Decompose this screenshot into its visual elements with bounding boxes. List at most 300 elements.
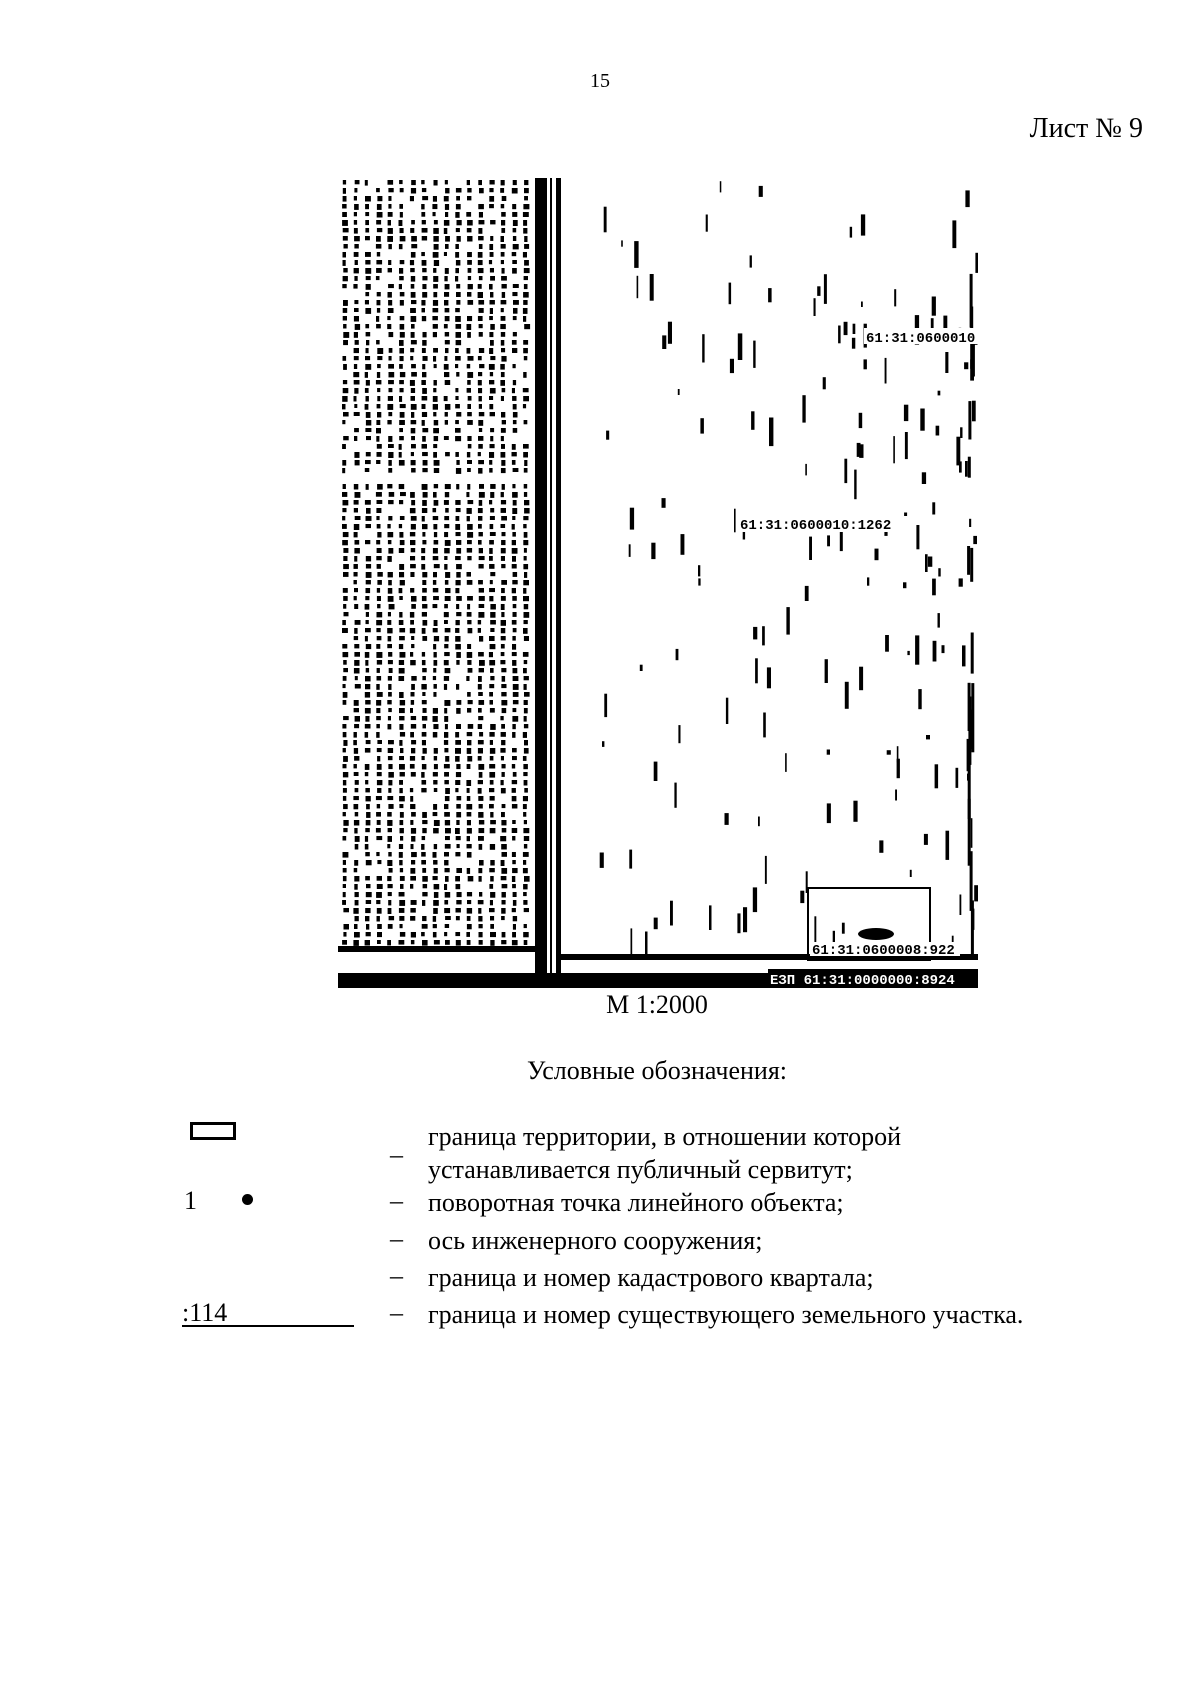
orchard-tree — [377, 356, 382, 360]
orchard-tree — [365, 732, 369, 738]
orchard-tree — [434, 220, 438, 224]
orchard-tree — [377, 884, 383, 889]
orchard-tree — [479, 212, 483, 218]
orchard-tree — [444, 676, 449, 681]
field-edge-mark — [968, 799, 971, 866]
orchard-tree — [467, 324, 472, 330]
orchard-tree — [422, 308, 426, 312]
orchard-tree — [365, 692, 370, 698]
orchard-tree — [354, 228, 358, 234]
orchard-tree — [524, 924, 527, 928]
orchard-tree — [467, 196, 471, 200]
orchard-tree — [479, 820, 484, 825]
orchard-tree — [478, 508, 483, 513]
orchard-tree — [376, 324, 381, 328]
orchard-tree — [456, 596, 462, 601]
orchard-tree — [343, 604, 346, 609]
orchard-tree — [399, 180, 403, 184]
orchard-tree — [479, 364, 484, 368]
orchard-tree — [445, 724, 448, 729]
orchard-tree — [523, 212, 529, 217]
orchard-tree — [353, 372, 359, 377]
orchard-tree — [376, 540, 380, 544]
orchard-tree — [400, 332, 405, 338]
orchard-tree — [343, 828, 347, 832]
orchard-tree — [433, 852, 437, 858]
orchard-tree — [365, 828, 370, 832]
orchard-tree — [455, 756, 460, 762]
orchard-tree — [411, 284, 415, 289]
orchard-tree — [468, 444, 472, 448]
orchard-tree — [399, 636, 405, 640]
orchard-tree — [410, 380, 415, 386]
orchard-tree — [512, 860, 516, 864]
field-mark — [621, 240, 623, 246]
orchard-tree — [434, 180, 438, 186]
orchard-tree — [343, 868, 347, 873]
orchard-tree — [513, 180, 517, 185]
orchard-tree — [501, 916, 505, 920]
orchard-tree — [365, 252, 371, 257]
orchard-tree — [512, 932, 516, 937]
orchard-tree — [342, 420, 345, 424]
orchard-tree — [354, 220, 357, 225]
orchard-tree — [468, 284, 473, 289]
orchard-tree — [366, 284, 371, 290]
orchard-tree — [354, 924, 358, 929]
orchard-tree — [501, 644, 505, 649]
field-mark — [926, 735, 930, 739]
orchard-tree — [455, 348, 459, 353]
orchard-tree — [365, 428, 371, 432]
orchard-tree — [400, 212, 403, 218]
field-mark — [678, 725, 680, 743]
orchard-tree — [354, 332, 358, 338]
orchard-tree — [524, 532, 528, 538]
orchard-tree — [342, 460, 346, 466]
field-mark — [662, 335, 666, 349]
orchard-tree — [512, 868, 518, 873]
orchard-tree — [377, 660, 382, 665]
orchard-tree — [502, 932, 506, 937]
orchard-tree — [365, 628, 371, 632]
orchard-tree — [500, 716, 503, 720]
orchard-tree — [512, 876, 515, 882]
orchard-tree — [501, 260, 504, 264]
orchard-tree — [353, 284, 357, 289]
orchard-tree — [422, 444, 428, 449]
orchard-tree — [490, 796, 495, 801]
orchard-tree — [433, 228, 439, 234]
orchard-tree — [490, 300, 495, 305]
orchard-tree — [376, 900, 380, 904]
orchard-tree — [342, 540, 348, 545]
orchard-tree — [421, 852, 426, 857]
field-mark — [758, 817, 760, 827]
orchard-tree — [434, 436, 439, 441]
orchard-tree — [410, 260, 414, 265]
orchard-tree — [366, 812, 370, 818]
orchard-tree — [376, 828, 381, 833]
orchard-tree — [489, 692, 493, 697]
orchard-tree — [354, 268, 359, 273]
orchard-tree — [377, 772, 382, 776]
orchard-tree — [524, 196, 528, 200]
orchard-tree — [421, 860, 426, 865]
orchard-tree — [445, 876, 449, 882]
field-mark — [809, 537, 812, 560]
orchard-tree — [512, 460, 516, 465]
orchard-tree — [490, 572, 495, 576]
orchard-tree — [422, 196, 428, 200]
field-mark — [864, 359, 867, 369]
orchard-tree — [354, 348, 359, 353]
orchard-tree — [366, 396, 369, 402]
field-mark — [875, 549, 879, 561]
orchard-tree — [410, 308, 416, 313]
orchard-tree — [411, 860, 415, 865]
orchard-tree — [399, 396, 402, 402]
orchard-tree — [366, 668, 369, 673]
orchard-tree — [342, 396, 347, 402]
orchard-tree — [501, 492, 504, 497]
field-mark — [630, 508, 634, 530]
orchard-tree — [512, 764, 515, 769]
field-mark — [823, 377, 826, 389]
field-mark — [879, 840, 883, 852]
orchard-tree — [456, 508, 461, 512]
orchard-tree — [455, 732, 459, 738]
orchard-tree — [513, 628, 517, 632]
orchard-tree — [467, 660, 471, 665]
orchard-tree — [489, 452, 494, 458]
orchard-tree — [399, 364, 403, 369]
orchard-tree — [422, 876, 428, 882]
orchard-tree — [501, 684, 506, 688]
orchard-tree — [366, 820, 371, 825]
orchard-tree — [479, 588, 484, 593]
orchard-tree — [343, 852, 349, 858]
orchard-tree — [523, 868, 528, 873]
orchard-tree — [479, 404, 482, 409]
orchard-tree — [478, 580, 483, 584]
orchard-tree — [410, 652, 413, 657]
orchard-tree — [456, 900, 461, 904]
orchard-tree — [434, 636, 439, 641]
orchard-tree — [354, 564, 358, 569]
orchard-tree — [411, 372, 417, 377]
orchard-tree — [479, 220, 485, 224]
field-mark — [725, 813, 729, 825]
orchard-tree — [512, 388, 515, 393]
orchard-tree — [490, 900, 493, 905]
orchard-tree — [512, 644, 516, 650]
orchard-tree — [445, 828, 451, 833]
orchard-tree — [343, 356, 347, 361]
orchard-tree — [343, 564, 349, 569]
orchard-tree — [343, 380, 347, 384]
field-mark — [903, 582, 906, 588]
orchard-tree — [365, 876, 370, 880]
orchard-tree — [354, 596, 357, 600]
orchard-tree — [399, 548, 404, 553]
orchard-tree — [456, 916, 460, 920]
orchard-tree — [479, 244, 483, 249]
orchard-tree — [444, 732, 448, 738]
orchard-tree — [479, 932, 483, 937]
orchard-tree — [354, 628, 357, 634]
orchard-tree — [445, 924, 449, 928]
orchard-tree — [421, 548, 425, 553]
orchard-tree — [524, 180, 528, 185]
orchard-tree — [355, 620, 361, 625]
orchard-tree — [422, 836, 426, 840]
orchard-tree — [422, 516, 425, 522]
orchard-tree — [478, 524, 482, 529]
orchard-tree — [389, 348, 393, 353]
field-mark — [670, 901, 673, 926]
orchard-tree — [433, 692, 436, 697]
orchard-tree — [433, 332, 437, 337]
orchard-tree — [489, 188, 493, 192]
orchard-tree — [479, 860, 484, 866]
orchard-tree — [490, 492, 494, 498]
orchard-tree — [389, 388, 393, 392]
field-mark — [604, 694, 607, 717]
orchard-tree — [478, 292, 483, 298]
orchard-tree — [410, 508, 416, 513]
orchard-tree — [512, 292, 517, 296]
orchard-tree — [501, 596, 506, 601]
orchard-tree — [354, 700, 359, 706]
orchard-tree — [467, 908, 472, 914]
orchard-tree — [489, 556, 493, 561]
orchard-tree — [456, 908, 461, 913]
orchard-tree — [444, 852, 449, 857]
orchard-tree — [444, 748, 448, 752]
orchard-tree — [411, 324, 415, 329]
orchard-tree — [377, 932, 382, 937]
orchard-tree — [354, 428, 359, 432]
orchard-tree — [467, 380, 471, 385]
orchard-tree — [478, 252, 483, 258]
orchard-tree — [457, 844, 460, 848]
orchard-tree — [489, 196, 494, 202]
orchard-tree — [377, 500, 383, 504]
orchard-tree — [444, 708, 447, 714]
field-mark — [965, 461, 968, 477]
orchard-tree — [422, 668, 427, 672]
orchard-tree — [377, 740, 382, 744]
orchard-tree — [422, 372, 426, 377]
orchard-tree — [433, 932, 437, 937]
orchard-tree — [512, 548, 518, 554]
orchard-tree — [467, 740, 471, 745]
orchard-tree — [355, 844, 359, 850]
orchard-tree — [490, 508, 494, 513]
orchard-tree — [365, 788, 370, 792]
orchard-tree — [365, 916, 369, 921]
orchard-tree — [502, 892, 506, 898]
orchard-tree — [365, 308, 371, 314]
orchard-tree — [456, 804, 461, 809]
orchard-tree — [456, 532, 461, 536]
field-mark — [720, 181, 722, 192]
orchard-tree — [455, 212, 459, 218]
orchard-tree — [388, 676, 392, 681]
orchard-tree — [490, 676, 494, 680]
orchard-tree — [445, 412, 448, 417]
orchard-tree — [512, 908, 516, 912]
orchard-tree — [433, 348, 438, 353]
orchard-tree — [501, 868, 507, 874]
orchard-tree — [388, 612, 391, 616]
orchard-tree — [343, 340, 348, 345]
orchard-tree — [455, 396, 458, 400]
orchard-tree — [478, 236, 484, 240]
orchard-tree — [433, 292, 437, 297]
orchard-tree — [512, 836, 515, 841]
orchard-tree — [512, 796, 517, 801]
orchard-tree — [502, 804, 506, 808]
orchard-tree — [455, 828, 460, 834]
orchard-tree — [423, 748, 427, 754]
orchard-tree — [490, 932, 496, 937]
field-mark — [698, 565, 700, 576]
orchard-tree — [343, 820, 348, 826]
orchard-tree — [399, 764, 405, 770]
orchard-tree — [490, 780, 494, 785]
orchard-tree — [501, 180, 505, 185]
orchard-tree — [445, 916, 451, 920]
orchard-tree — [434, 420, 439, 425]
orchard-tree — [456, 284, 460, 289]
orchard-tree — [433, 196, 437, 202]
orchard-tree — [502, 532, 506, 536]
orchard-tree — [399, 588, 403, 593]
orchard-tree — [400, 228, 404, 233]
orchard-tree — [399, 484, 405, 489]
field-mark — [853, 324, 856, 334]
orchard-tree — [422, 228, 428, 233]
orchard-tree — [467, 924, 472, 929]
field-mark — [825, 659, 828, 683]
orchard-tree — [467, 372, 473, 378]
orchard-tree — [422, 428, 428, 432]
orchard-tree — [343, 484, 346, 489]
orchard-tree — [489, 660, 495, 665]
orchard-tree — [411, 180, 416, 185]
orchard-tree — [376, 620, 382, 625]
orchard-tree — [376, 684, 379, 690]
field-mark — [960, 895, 962, 916]
orchard-tree — [388, 436, 392, 442]
orchard-tree — [501, 348, 505, 352]
orchard-tree — [354, 364, 357, 369]
orchard-tree — [512, 652, 517, 656]
orchard-tree — [479, 412, 485, 416]
orchard-tree — [400, 372, 405, 377]
orchard-tree — [400, 868, 403, 872]
field-mark — [650, 274, 654, 301]
orchard-tree — [422, 292, 427, 298]
orchard-tree — [388, 532, 394, 537]
orchard-tree — [365, 652, 370, 658]
orchard-tree — [388, 692, 392, 697]
orchard-tree — [502, 420, 506, 424]
orchard-tree — [433, 276, 438, 282]
orchard-tree — [467, 420, 473, 425]
map-label-top-right: 61:31:0600010 — [866, 331, 976, 347]
orchard-tree — [343, 324, 346, 329]
orchard-tree — [388, 228, 393, 234]
orchard-tree — [478, 228, 482, 234]
orchard-tree — [434, 764, 438, 769]
orchard-tree — [501, 740, 505, 745]
orchard-tree — [490, 324, 495, 330]
orchard-tree — [366, 452, 371, 456]
orchard-tree — [513, 300, 519, 305]
orchard-tree — [433, 716, 438, 722]
orchard-tree — [354, 356, 359, 360]
orchard-tree — [399, 276, 404, 280]
orchard-tree — [455, 244, 459, 249]
orchard-tree — [399, 900, 405, 906]
orchard-tree — [502, 268, 505, 274]
orchard-tree — [366, 508, 371, 514]
field-mark — [962, 645, 966, 666]
orchard-tree — [501, 652, 505, 656]
orchard-tree — [434, 484, 438, 488]
orchard-tree — [377, 484, 383, 490]
orchard-tree — [399, 660, 404, 665]
orchard-tree — [478, 372, 482, 376]
orchard-tree — [478, 756, 482, 761]
orchard-tree — [354, 828, 357, 834]
orchard-tree — [457, 892, 462, 897]
field-mark — [885, 358, 887, 384]
orchard-tree — [377, 252, 380, 257]
road-line-right — [556, 178, 561, 988]
orchard-tree — [366, 740, 371, 744]
orchard-tree — [490, 356, 495, 360]
orchard-tree — [455, 748, 461, 754]
orchard-tree — [422, 188, 426, 192]
orchard-tree — [389, 372, 395, 377]
orchard-tree — [468, 276, 471, 280]
orchard-tree — [467, 788, 470, 793]
orchard-tree — [433, 668, 436, 673]
orchard-tree — [365, 540, 370, 544]
orchard-tree — [490, 516, 495, 520]
orchard-tree — [366, 332, 371, 336]
orchard-tree — [455, 276, 458, 282]
orchard-tree — [366, 564, 371, 569]
field-mark — [952, 220, 956, 248]
orchard-tree — [343, 668, 348, 672]
orchard-tree — [456, 884, 461, 889]
field-mark — [765, 856, 767, 884]
orchard-tree — [444, 644, 448, 648]
orchard-tree — [478, 204, 484, 209]
orchard-tree — [422, 388, 427, 394]
orchard-tree — [399, 428, 403, 432]
orchard-tree — [343, 780, 346, 785]
orchard-tree — [343, 556, 347, 561]
orchard-tree — [490, 484, 495, 489]
orchard-tree — [444, 548, 450, 553]
field-mark — [651, 543, 655, 559]
